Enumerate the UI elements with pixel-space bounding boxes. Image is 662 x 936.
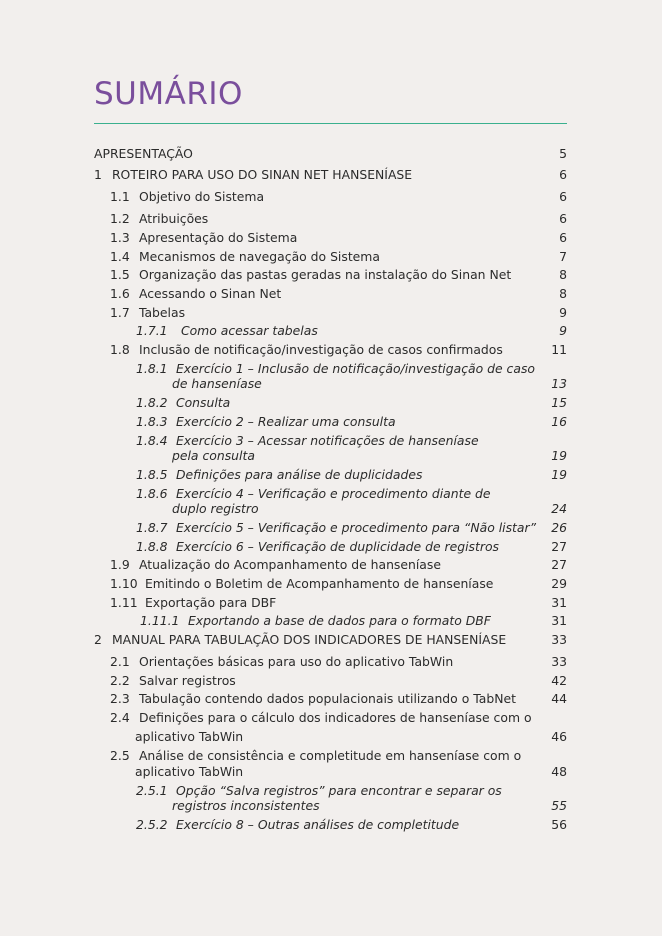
toc-entry[interactable] [110, 748, 521, 763]
toc-entry-continuation [172, 376, 262, 391]
toc-entry-number: 2.5.2 [136, 817, 168, 832]
toc-page-number: 6 [559, 211, 567, 226]
toc-page-number: 6 [559, 230, 567, 245]
toc-entry-text: Definições para o cálculo dos indicadores de hanseníase com o [138, 710, 532, 725]
toc-entry-number: 1.1 [110, 189, 130, 204]
toc-entry-number: 1.8.4 [136, 433, 168, 448]
toc-entry-text: Mecanismos de navegação do Sistema [138, 249, 380, 264]
toc-page-number: 26 [551, 520, 567, 535]
toc-entry-number: 1.8.6 [136, 486, 168, 501]
toc-entry-number: 2.2 [110, 673, 130, 688]
toc-entry-number: 2.5.1 [136, 783, 168, 798]
toc-entry-text: Exportando a base de dados para o formato DBF [187, 613, 491, 628]
toc-entry-text: Inclusão de notificação/investigação de casos confirmados [138, 342, 503, 357]
toc-entry[interactable] [110, 286, 281, 301]
toc-entry-text: Exportação para DBF [144, 595, 277, 610]
toc-entry-number: 1.11.1 [140, 613, 180, 628]
toc-entry-text: Exercício 6 – Verificação de duplicidade de registros [175, 539, 499, 554]
toc-entry-number: 1.2 [110, 211, 130, 226]
toc-entry[interactable] [110, 189, 264, 204]
toc-page-number: 5 [559, 146, 567, 161]
toc-page-number: 11 [551, 342, 567, 357]
toc-entry[interactable] [140, 613, 491, 628]
toc-entry-text: Análise de consistência e completitude em hanseníase com o [138, 748, 522, 763]
toc-entry-number: 1.8.7 [136, 520, 168, 535]
toc-page-number: 8 [559, 286, 567, 301]
toc-entry-text: registros inconsistentes [172, 798, 320, 813]
toc-entry[interactable] [110, 710, 532, 725]
toc-entry-text: Exercício 1 – Inclusão de notificação/investigação de caso [175, 361, 535, 376]
page-title: SUMÁRIO [94, 76, 243, 112]
toc-entry-text: Exercício 4 – Verificação e procedimento diante de [175, 486, 491, 501]
toc-entry[interactable] [136, 486, 491, 501]
toc-page-number: 42 [551, 673, 567, 688]
toc-entry[interactable] [136, 433, 479, 448]
toc-entry-text: Exercício 5 – Verificação e procedimento para “Não listar” [175, 520, 537, 535]
toc-entry-text: Definições para análise de duplicidades [175, 467, 423, 482]
toc-page-number: 6 [559, 189, 567, 204]
toc-entry-number: 1.5 [110, 267, 130, 282]
toc-page-number: 6 [559, 167, 567, 182]
toc-entry-number: 1.11 [110, 595, 138, 610]
toc-entry[interactable] [136, 783, 502, 798]
toc-page-number: 33 [551, 654, 567, 669]
toc-entry-text: Exercício 3 – Acessar notificações de hanseníase [175, 433, 479, 448]
toc-entry-number: 1.4 [110, 249, 130, 264]
toc-entry[interactable] [136, 361, 535, 376]
toc-page-number: 9 [559, 323, 567, 338]
toc-entry-text: Atribuições [138, 211, 209, 226]
toc-entry-number: 1.6 [110, 286, 130, 301]
toc-entry-text: aplicativo TabWin [135, 764, 244, 779]
toc-page-number: 27 [551, 557, 567, 572]
toc-entry-number: 1.7 [110, 305, 130, 320]
toc-entry-number: 2.5 [110, 748, 130, 763]
toc-entry-text: duplo registro [172, 501, 259, 516]
toc-entry[interactable] [136, 539, 499, 554]
toc-entry-text: Exercício 8 – Outras análises de completitude [175, 817, 460, 832]
toc-page-number: 31 [551, 595, 567, 610]
toc-entry-continuation [172, 798, 320, 813]
toc-entry-text: Organização das pastas geradas na instalação do Sinan Net [138, 267, 512, 282]
toc-entry[interactable] [110, 595, 276, 610]
toc-entry[interactable] [94, 167, 412, 182]
toc-entry-text: aplicativo TabWin [135, 729, 244, 744]
toc-entry-text: Exercício 2 – Realizar uma consulta [175, 414, 396, 429]
toc-entry[interactable] [110, 654, 453, 669]
toc-entry-text: Como acessar tabelas [180, 323, 318, 338]
toc-entry-text: Apresentação do Sistema [138, 230, 298, 245]
toc-entry-text: Salvar registros [138, 673, 236, 688]
toc-entry[interactable] [136, 520, 536, 535]
toc-entry-number: 1.7.1 [136, 323, 168, 338]
toc-page-number: 19 [551, 448, 567, 463]
toc-entry-number: 2.4 [110, 710, 130, 725]
toc-page-number: 16 [551, 414, 567, 429]
toc-page-number: 9 [559, 305, 567, 320]
toc-entry-text: ROTEIRO PARA USO DO SINAN NET HANSENÍASE [111, 167, 413, 182]
toc-entry-continuation [135, 729, 243, 744]
toc-entry-number: 2.1 [110, 654, 130, 669]
toc-page-number: 46 [551, 729, 567, 744]
toc-entry-number: 1.8.1 [136, 361, 168, 376]
toc-entry[interactable] [110, 673, 236, 688]
toc-page-number: 48 [551, 764, 567, 779]
toc-page-number: 31 [551, 613, 567, 628]
toc-entry[interactable] [136, 414, 396, 429]
toc-entry-text: Orientações básicas para uso do aplicativo TabWin [138, 654, 454, 669]
toc-page-number: 27 [551, 539, 567, 554]
toc-entry-number: 1 [94, 167, 102, 182]
toc-entry-number: 1.3 [110, 230, 130, 245]
toc-entry[interactable] [136, 817, 459, 832]
toc-entry[interactable] [110, 305, 185, 320]
toc-entry-text: Tabelas [138, 305, 186, 320]
toc-entry-continuation [135, 764, 243, 779]
toc-page-number: 15 [551, 395, 567, 410]
toc-page-number: 44 [551, 691, 567, 706]
toc-entry-text: Acessando o Sinan Net [138, 286, 282, 301]
toc-entry-number: 2.3 [110, 691, 130, 706]
toc-entry[interactable] [110, 249, 380, 264]
toc-entry-number: 1.8.5 [136, 467, 168, 482]
toc-entry[interactable] [110, 576, 493, 591]
toc-page-number: 33 [551, 632, 567, 647]
toc-page-number: 13 [551, 376, 567, 391]
toc-entry-text: de hanseníase [172, 376, 262, 391]
toc-entry-number: 2 [94, 632, 102, 647]
toc-entry[interactable] [136, 395, 230, 410]
toc-entry[interactable] [94, 146, 193, 161]
toc-page-number: 56 [551, 817, 567, 832]
toc-entry-text: Objetivo do Sistema [138, 189, 265, 204]
toc-entry-continuation [172, 448, 255, 463]
toc-entry[interactable] [110, 230, 297, 245]
toc-entry-text: Emitindo o Boletim de Acompanhamento de hanseníase [144, 576, 494, 591]
toc-entry-text: Atualização do Acompanhamento de hanseníase [138, 557, 441, 572]
toc-entry-text: Opção “Salva registros” para encontrar e separar os [175, 783, 502, 798]
toc-page-number: 8 [559, 267, 567, 282]
toc-page-number: 7 [559, 249, 567, 264]
toc-entry-continuation [172, 501, 259, 516]
toc-entry[interactable] [110, 267, 511, 282]
toc-entry[interactable] [110, 342, 503, 357]
toc-entry-number: 1.8.8 [136, 539, 168, 554]
toc-entry[interactable] [136, 467, 422, 482]
toc-page-number: 29 [551, 576, 567, 591]
toc-entry-text: MANUAL PARA TABULAÇÃO DOS INDICADORES DE HANSENÍASE [111, 632, 507, 647]
toc-entry[interactable] [110, 691, 516, 706]
toc-entry-number: 1.8.3 [136, 414, 168, 429]
toc-page-number: 24 [551, 501, 567, 516]
toc-entry-text: APRESENTAÇÃO [94, 146, 193, 161]
toc-entry[interactable] [94, 632, 506, 647]
toc-entry-number: 1.8 [110, 342, 130, 357]
toc-entry-number: 1.8.2 [136, 395, 168, 410]
toc-entry[interactable] [110, 557, 441, 572]
toc-entry[interactable] [110, 211, 208, 226]
toc-page-number: 55 [551, 798, 567, 813]
toc-page-number: 19 [551, 467, 567, 482]
toc-entry-text: Consulta [175, 395, 231, 410]
toc-entry[interactable] [136, 323, 318, 338]
toc-entry-text: Tabulação contendo dados populacionais utilizando o TabNet [138, 691, 516, 706]
toc-entry-text: pela consulta [172, 448, 255, 463]
toc-entry-number: 1.10 [110, 576, 138, 591]
toc-entry-number: 1.9 [110, 557, 130, 572]
